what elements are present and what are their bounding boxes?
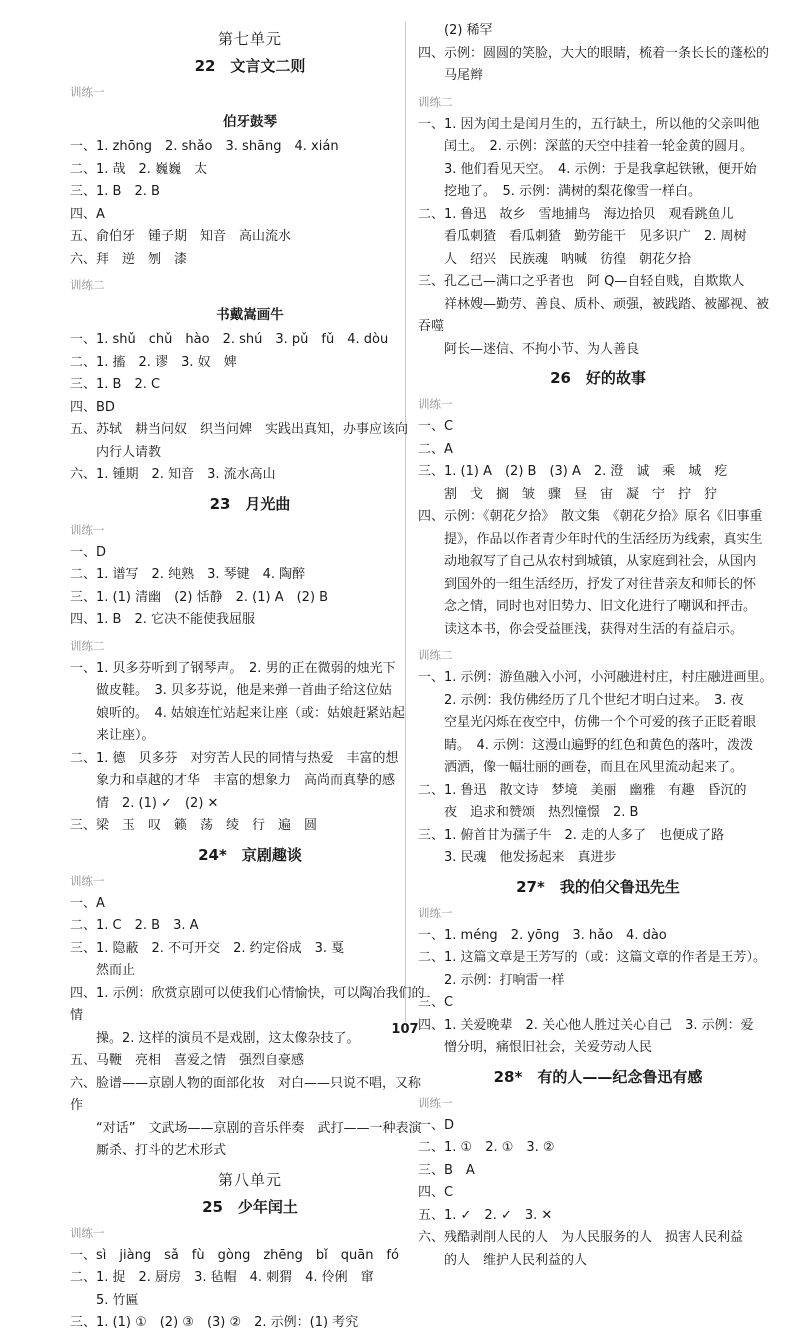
exercise-label: 训练二 [70, 278, 105, 292]
answer-line: 二、1. C 2. B 3. A [70, 918, 199, 933]
answer-line: 祥林嫂—勤劳、善良、质朴、顽强，被践踏、被鄙视、被吞噬 [418, 296, 770, 334]
answer-line: 然而止 [70, 963, 136, 978]
answer-line: 读这本书，你会受益匪浅，获得对生活的有益启示。 [418, 621, 744, 637]
answer-line: 四、1. B 2. 它决不能使我屈服 [70, 612, 255, 627]
exercise-label: 训练二 [70, 638, 105, 653]
answer-line: 五、俞伯牙 锺子期 知音 高山流水 [70, 229, 292, 244]
answer-line: 四、C [418, 1185, 454, 1200]
answer-line: 动地叙写了自己从农村到城镇，从家庭到社会，从国内 [418, 554, 757, 569]
answer-line: 一、1. méng 2. yōng 3. hǎo 4. dào [418, 927, 667, 943]
answer-line: 二、1. 这篇文章是王芳写的（或：这篇文章的作者是王芳）。 [418, 950, 767, 965]
answer-line: 四、1. 示例：欣赏京剧可以使我们心情愉快，可以陶冶我们的情 [70, 985, 425, 1023]
left-column [70, 22, 430, 1335]
answer-line: 三、1. (1) A (2) B (3) A 2. 澄 诚 乘 城 疙 [418, 464, 728, 479]
answer-line: 三、C [418, 995, 454, 1010]
answer-line: 六、残酷剥削人民的人 为人民服务的人 损害人民利益 [418, 1230, 744, 1245]
section-subtitle: 伯牙鼓琴 [223, 114, 277, 130]
answer-line: 二、1. 哉 2. 巍巍 太 [70, 161, 208, 177]
answer-line: 一、1. 示例：游鱼融入小河，小河融进村庄，村庄融进画里。 [418, 670, 773, 685]
answer-line: 厮杀、打斗的艺术形式 [70, 1143, 227, 1158]
lesson-title: 27* 我的伯父鲁迅先生 [516, 877, 680, 896]
unit-heading: 第七单元 [217, 30, 282, 48]
answer-line: 四、BD [70, 399, 115, 415]
answer-line: 一、A [70, 895, 105, 911]
answer-line: 四、A [70, 206, 105, 222]
answer-line: 四、示例：圆圆的笑脸，大大的眼睛，梳着一条长长的蓬松的 [418, 45, 770, 61]
answer-line: 看瓜刺猹 看瓜刺猹 勤劳能干 见多识广 2. 周树 [418, 229, 747, 244]
section-subtitle: 书戴嵩画牛 [216, 307, 284, 323]
answer-line: 情 2. (1) ✓ (2) ✕ [70, 795, 219, 811]
answer-line: 五、马鞭 亮相 喜爱之情 强烈自豪感 [70, 1053, 305, 1068]
answer-line: 五、1. ✓ 2. ✓ 3. ✕ [418, 1207, 553, 1223]
exercise-label: 训练一 [70, 1225, 105, 1240]
answer-line: 二、1. 捉 2. 厨房 3. 毡帽 4. 刺猬 4. 伶俐 窜 [70, 1270, 374, 1285]
answer-line: 六、1. 锺期 2. 知音 3. 流水高山 [70, 467, 276, 482]
answer-line: 五、苏轼 耕当问奴 织当问婢 实践出真知，办事应该向 [70, 422, 409, 437]
answer-line: 挖地了。 5. 示例：满树的梨花像雪一样白。 [418, 184, 702, 199]
answer-line: 内行人请教 [70, 444, 162, 460]
answer-line: 的人 维护人民利益的人 [418, 1252, 588, 1268]
answer-line: 憎分明，痛恨旧社会，关爱劳动人民 [418, 1040, 653, 1055]
answer-line: 3. 他们看见天空。 4. 示例：于是我拿起铁锹，便开始 [418, 161, 757, 177]
answer-line: 一、1. shǔ chǔ hào 2. shú 3. pǔ fǔ 4. dòu [70, 332, 389, 347]
answer-line: 六、脸谱——京剧人物的面部化妆 对白——只说不唱，又称作 [70, 1075, 422, 1113]
answer-line: 念之情，同时也对旧势力、旧文化进行了嘲讽和抨击。 [418, 599, 757, 614]
answer-line: 二、1. 谱写 2. 纯熟 3. 琴键 4. 陶醉 [70, 567, 306, 582]
lesson-title: 25 少年闰土 [202, 1197, 298, 1216]
answer-line: 三、1. 隐蔽 2. 不可开交 2. 约定俗成 3. 戛 [70, 940, 345, 956]
answer-line: 四、1. 关爱晚辈 2. 关心他人胜过关心自己 3. 示例：爱 [418, 1017, 754, 1033]
answer-line: 三、1. (1) 清幽 (2) 恬静 2. (1) A (2) B [70, 589, 329, 605]
answer-line: 二、1. 德 贝多芬 对穷苦人民的同情与热爱 丰富的想 [70, 750, 399, 766]
answer-line: 睛。 4. 示例：这漫山遍野的红色和黄色的落叶，泼泼 [418, 737, 754, 753]
answer-line: (2) 稀罕 [418, 23, 493, 38]
answer-line: 三、孔乙己—满口之乎者也 阿 Q—自轻自贱，自欺欺人 [418, 274, 745, 289]
answer-line: 2. 示例：我仿佛经历了几个世纪才明白过来。 3. 夜 [418, 692, 744, 708]
answer-line: 阿长—迷信、不拘小节、为人善良 [418, 341, 640, 357]
answer-line: 2. 示例：打响雷一样 [418, 972, 565, 988]
answer-line: 二、A [418, 441, 453, 457]
answer-line: 3. 民魂 他发扬起来 真进步 [418, 850, 617, 865]
exercise-label: 训练一 [418, 1095, 453, 1110]
answer-line: 提》，作品以作者青少年时代的生活经历为线索，真实生 [418, 531, 763, 547]
unit-heading: 第八单元 [217, 1170, 282, 1189]
answer-line: 六、拜 逆 刎 漆 [70, 251, 188, 267]
exercise-label: 训练一 [70, 85, 105, 99]
answer-line: 一、D [418, 1117, 455, 1133]
answer-line: 二、1. 鲁迅 故乡 雪地捕鸟 海边拾贝 观看跳鱼儿 [418, 206, 734, 222]
answer-line: 一、1. 贝多芬听到了钢琴声。 2. 男的正在微弱的烛光下 [70, 660, 396, 676]
lesson-title: 24* 京剧趣谈 [198, 845, 302, 864]
answer-line: 三、B A [418, 1162, 475, 1178]
exercise-label: 训练二 [418, 648, 453, 662]
exercise-label: 训练一 [70, 522, 105, 537]
exercise-label: 训练一 [418, 905, 453, 920]
right-column [418, 20, 778, 1272]
answer-line: 三、1. (1) ① (2) ③ (3) ② 2. 示例：(1) 考究 [70, 1315, 359, 1330]
answer-line: 闰土。 2. 示例：深蓝的天空中挂着一轮金黄的圆月。 [418, 139, 754, 154]
exercise-label: 训练一 [418, 397, 453, 411]
answer-line: 一、D [70, 544, 107, 560]
answer-line: 一、sì jiàng sǎ fù gòng zhēng bǐ quān fó [70, 1247, 399, 1263]
exercise-label: 训练一 [70, 873, 105, 888]
answer-line: 做皮鞋。 3. 贝多芬说，他是来弹一首曲子给这位姑 [70, 683, 393, 698]
answer-line: 娘听的。 4. 姑娘连忙站起来让座（或：姑娘赶紧站起 [70, 705, 406, 721]
answer-line: 空星光闪烁在夜空中，仿佛一个个可爱的孩子正眨着眼 [418, 715, 757, 730]
answer-line: 三、1. 俯首甘为孺子牛 2. 走的人多了 也便成了路 [418, 827, 725, 843]
answer-line: 象力和卓越的才华 丰富的想象力 高尚而真挚的感 [70, 773, 396, 788]
lesson-title: 23 月光曲 [209, 494, 291, 513]
answer-line: 到国外的一组生活经历，抒发了对往昔亲友和师长的怀 [418, 576, 757, 592]
answer-line: 四、示例：《朝花夕拾》 散文集 《朝花夕拾》原名《旧事重 [418, 509, 763, 524]
answer-line: 洒洒，像一幅壮丽的画卷，而且在风里流动起来了。 [418, 760, 744, 775]
answer-line: 三、1. B 2. B [70, 184, 160, 199]
answer-line: 二、1. ① 2. ① 3. ② [418, 1140, 555, 1155]
answer-line: 5. 竹匾 [70, 1292, 139, 1308]
answer-line: 夜 追求和赞颂 热烈憧憬 2. B [418, 805, 639, 820]
answer-line: 来让座）。 [70, 728, 155, 743]
lesson-title: 26 好的故事 [550, 369, 646, 387]
answer-line: 人 绍兴 民族魂 呐喊 彷徨 朝花夕拾 [418, 251, 692, 267]
answer-line: 割 戈 搁 皱 骤 昼 宙 凝 宁 拧 狞 [418, 486, 718, 502]
answer-line: “对话” 文武场——京剧的音乐伴奏 武打——一种表演 [70, 1120, 422, 1136]
answer-line: 操。2. 这样的演员不是戏剧，这太像杂技了。 [70, 1030, 360, 1046]
answer-line: 三、梁 玉 叹 籁 荡 绫 行 遍 圆 [70, 818, 318, 833]
lesson-title: 28* 有的人——纪念鲁迅有感 [493, 1067, 703, 1086]
answer-line: 二、1. 鲁迅 散文诗 梦境 美丽 幽雅 有趣 昏沉的 [418, 782, 747, 798]
answer-line: 三、1. B 2. C [70, 377, 161, 392]
answer-line: 二、1. 搐 2. 谬 3. 奴 婢 [70, 354, 237, 370]
answer-line: 一、1. 因为闰土是闰月生的，五行缺土，所以他的父亲叫他 [418, 116, 760, 132]
answer-line: 一、C [418, 419, 454, 434]
page-number: 107 [391, 1022, 419, 1037]
answer-line: 马尾辫 [418, 68, 484, 83]
answer-line: 一、1. zhōng 2. shǎo 3. shāng 4. xián [70, 139, 339, 154]
lesson-title: 22 文言文二则 [194, 57, 306, 75]
exercise-label: 训练二 [418, 94, 453, 109]
